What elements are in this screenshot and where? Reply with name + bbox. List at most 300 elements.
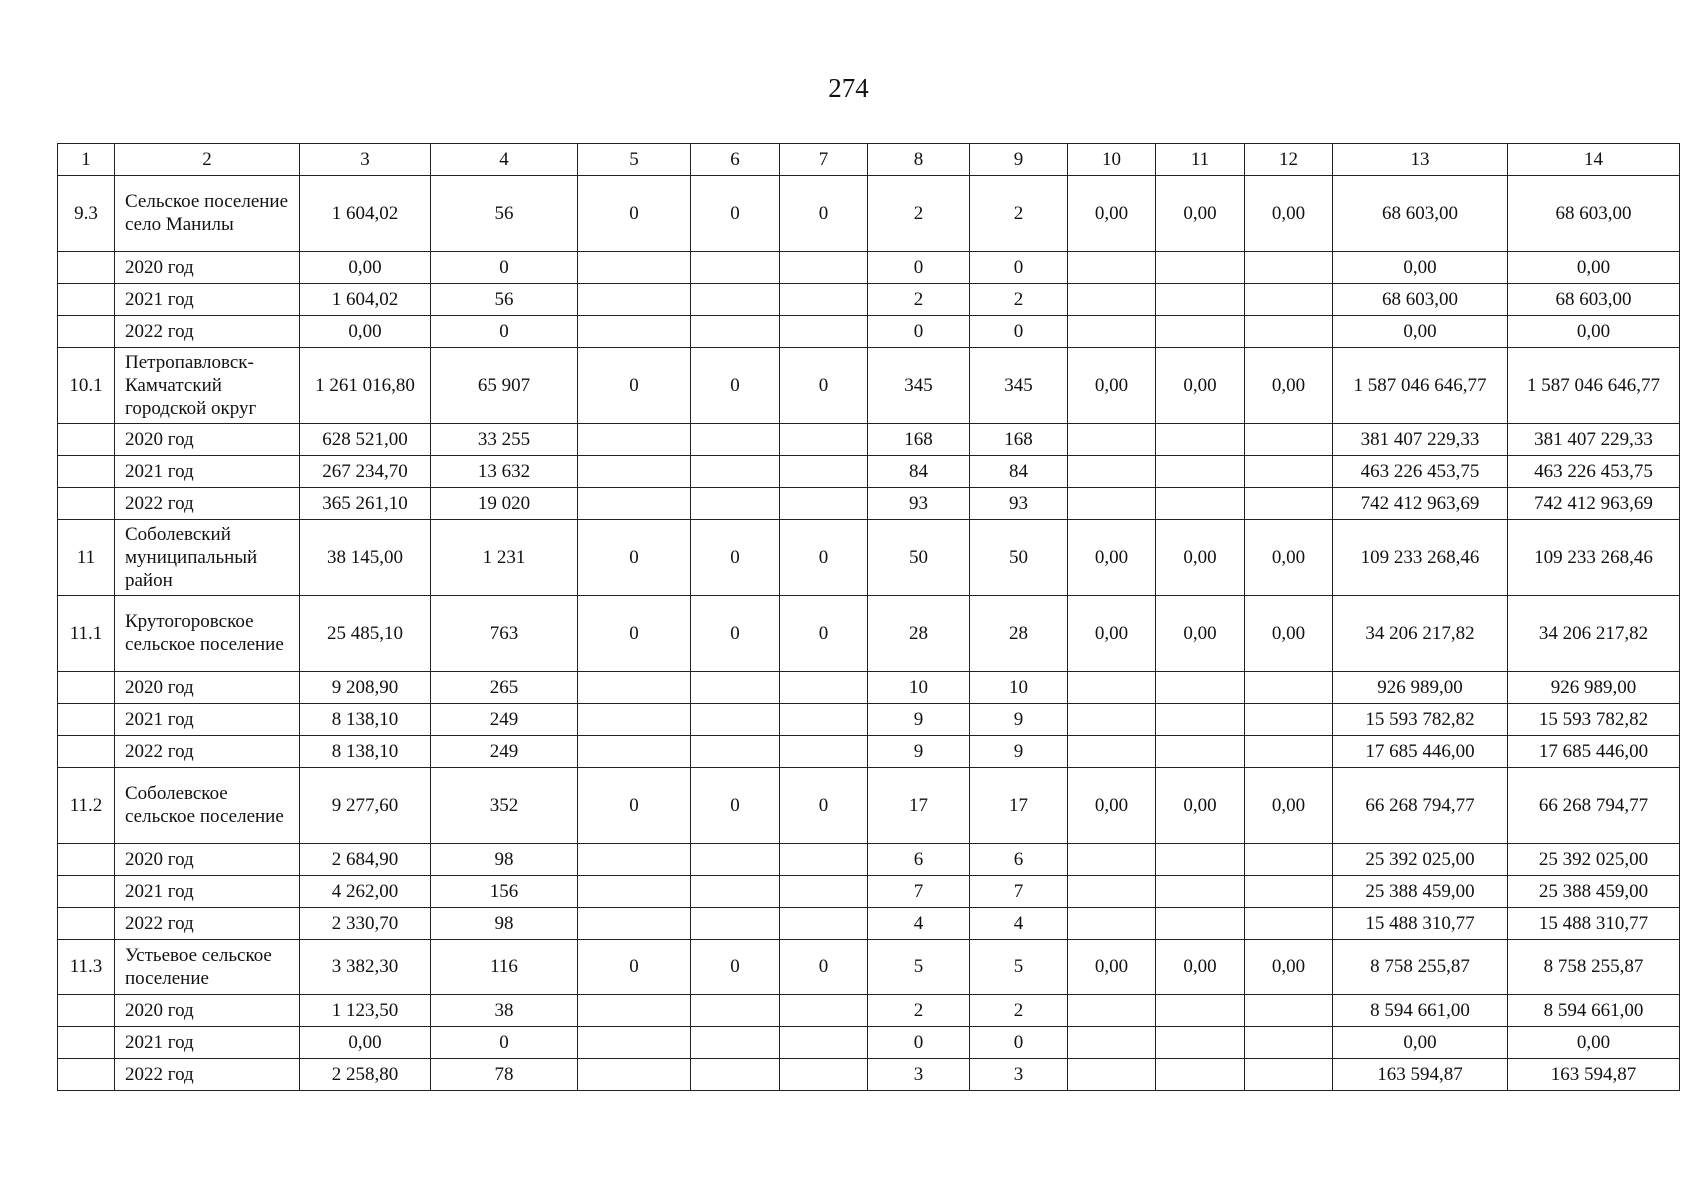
- cell-col-7: [780, 672, 868, 704]
- cell-col-6: [691, 876, 780, 908]
- cell-col-6: [691, 456, 780, 488]
- cell-col-14: 66 268 794,77: [1508, 768, 1680, 844]
- cell-col-5: 0: [578, 348, 691, 424]
- page-number: 274: [828, 73, 869, 103]
- cell-col-11: [1156, 844, 1245, 876]
- cell-col-10: 0,00: [1068, 596, 1156, 672]
- cell-col-10: 0,00: [1068, 520, 1156, 596]
- cell-col-11: 0,00: [1156, 176, 1245, 252]
- cell-col-7: 0: [780, 520, 868, 596]
- cell-col-14: 0,00: [1508, 252, 1680, 284]
- cell-name: Соболевское сельское поселение: [115, 768, 300, 844]
- cell-col-7: [780, 316, 868, 348]
- year-row: [58, 908, 1680, 940]
- cell-row-number: [58, 704, 115, 736]
- cell-col-12: [1245, 284, 1333, 316]
- cell-col-11: [1156, 1059, 1245, 1091]
- cell-col-14: 68 603,00: [1508, 284, 1680, 316]
- cell-col-4: 0: [431, 1027, 578, 1059]
- cell-col-4: 249: [431, 736, 578, 768]
- cell-col-12: [1245, 672, 1333, 704]
- cell-col-14: 163 594,87: [1508, 1059, 1680, 1091]
- cell-col-8: 2: [868, 176, 970, 252]
- cell-col-13: 25 388 459,00: [1333, 876, 1508, 908]
- cell-col-11: [1156, 672, 1245, 704]
- cell-row-number: 9.3: [58, 176, 115, 252]
- cell-col-5: [578, 876, 691, 908]
- group-row: [58, 768, 1680, 844]
- cell-col-11: 0,00: [1156, 596, 1245, 672]
- cell-col-4: 56: [431, 176, 578, 252]
- cell-col-6: 0: [691, 176, 780, 252]
- cell-col-5: [578, 704, 691, 736]
- cell-name: 2020 год: [115, 252, 300, 284]
- cell-col-6: [691, 252, 780, 284]
- cell-name: Крутогоровское сельское поселение: [115, 596, 300, 672]
- data-table: [57, 143, 1680, 1091]
- cell-col-14: 0,00: [1508, 1027, 1680, 1059]
- cell-col-13: 25 392 025,00: [1333, 844, 1508, 876]
- cell-col-7: [780, 704, 868, 736]
- header-cell-12: 12: [1245, 144, 1333, 176]
- cell-col-9: 17: [970, 768, 1068, 844]
- cell-col-12: [1245, 844, 1333, 876]
- cell-col-11: [1156, 424, 1245, 456]
- cell-col-10: [1068, 704, 1156, 736]
- cell-col-8: 84: [868, 456, 970, 488]
- cell-col-13: 926 989,00: [1333, 672, 1508, 704]
- cell-row-number: [58, 876, 115, 908]
- year-row: [58, 316, 1680, 348]
- cell-col-4: 78: [431, 1059, 578, 1091]
- cell-col-3: 1 604,02: [300, 176, 431, 252]
- cell-col-3: 267 234,70: [300, 456, 431, 488]
- cell-col-3: 2 330,70: [300, 908, 431, 940]
- cell-row-number: [58, 488, 115, 520]
- cell-row-number: [58, 1059, 115, 1091]
- cell-name: Сельское поселение село Манилы: [115, 176, 300, 252]
- cell-col-8: 2: [868, 284, 970, 316]
- year-row: [58, 284, 1680, 316]
- cell-col-9: 9: [970, 736, 1068, 768]
- cell-col-4: 156: [431, 876, 578, 908]
- cell-col-3: 2 258,80: [300, 1059, 431, 1091]
- cell-col-6: 0: [691, 348, 780, 424]
- cell-col-14: 25 388 459,00: [1508, 876, 1680, 908]
- cell-col-8: 0: [868, 316, 970, 348]
- cell-col-9: 2: [970, 995, 1068, 1027]
- cell-col-4: 98: [431, 908, 578, 940]
- cell-col-12: 0,00: [1245, 176, 1333, 252]
- cell-row-number: [58, 995, 115, 1027]
- cell-row-number: [58, 252, 115, 284]
- cell-col-5: 0: [578, 596, 691, 672]
- cell-col-3: 1 261 016,80: [300, 348, 431, 424]
- cell-col-5: [578, 1059, 691, 1091]
- cell-col-13: 68 603,00: [1333, 176, 1508, 252]
- cell-col-13: 1 587 046 646,77: [1333, 348, 1508, 424]
- cell-col-8: 9: [868, 736, 970, 768]
- cell-name: 2022 год: [115, 316, 300, 348]
- cell-row-number: [58, 424, 115, 456]
- cell-col-6: 0: [691, 940, 780, 995]
- cell-col-8: 28: [868, 596, 970, 672]
- cell-col-9: 50: [970, 520, 1068, 596]
- cell-col-4: 33 255: [431, 424, 578, 456]
- cell-col-10: [1068, 424, 1156, 456]
- cell-col-7: [780, 844, 868, 876]
- cell-col-8: 17: [868, 768, 970, 844]
- cell-col-3: 1 604,02: [300, 284, 431, 316]
- year-row: [58, 1059, 1680, 1091]
- cell-name: 2022 год: [115, 1059, 300, 1091]
- group-row: [58, 520, 1680, 596]
- cell-col-8: 50: [868, 520, 970, 596]
- cell-col-3: 3 382,30: [300, 940, 431, 995]
- cell-col-4: 98: [431, 844, 578, 876]
- cell-col-13: 742 412 963,69: [1333, 488, 1508, 520]
- cell-col-4: 56: [431, 284, 578, 316]
- cell-col-6: [691, 316, 780, 348]
- cell-col-7: 0: [780, 176, 868, 252]
- cell-col-9: 6: [970, 844, 1068, 876]
- cell-row-number: [58, 844, 115, 876]
- header-cell-5: 5: [578, 144, 691, 176]
- cell-col-14: 0,00: [1508, 316, 1680, 348]
- cell-col-6: [691, 995, 780, 1027]
- cell-col-8: 0: [868, 1027, 970, 1059]
- cell-name: 2021 год: [115, 704, 300, 736]
- cell-row-number: [58, 672, 115, 704]
- cell-col-5: [578, 736, 691, 768]
- cell-row-number: [58, 736, 115, 768]
- cell-col-7: 0: [780, 940, 868, 995]
- cell-col-7: [780, 424, 868, 456]
- cell-col-12: [1245, 424, 1333, 456]
- cell-name: 2020 год: [115, 844, 300, 876]
- cell-row-number: 11.1: [58, 596, 115, 672]
- year-row: [58, 844, 1680, 876]
- cell-row-number: 11: [58, 520, 115, 596]
- cell-col-14: 25 392 025,00: [1508, 844, 1680, 876]
- cell-col-5: [578, 672, 691, 704]
- cell-col-14: 8 758 255,87: [1508, 940, 1680, 995]
- cell-col-10: [1068, 1059, 1156, 1091]
- year-row: [58, 252, 1680, 284]
- cell-col-4: 1 231: [431, 520, 578, 596]
- cell-name: 2021 год: [115, 1027, 300, 1059]
- cell-col-12: [1245, 704, 1333, 736]
- group-row: [58, 348, 1680, 424]
- cell-col-9: 9: [970, 704, 1068, 736]
- year-row: [58, 876, 1680, 908]
- cell-col-9: 2: [970, 284, 1068, 316]
- cell-col-4: 0: [431, 316, 578, 348]
- cell-col-14: 15 488 310,77: [1508, 908, 1680, 940]
- cell-col-8: 10: [868, 672, 970, 704]
- cell-col-8: 7: [868, 876, 970, 908]
- cell-col-7: [780, 736, 868, 768]
- cell-col-9: 0: [970, 1027, 1068, 1059]
- cell-col-11: [1156, 488, 1245, 520]
- cell-row-number: 11.2: [58, 768, 115, 844]
- cell-col-9: 93: [970, 488, 1068, 520]
- cell-col-7: [780, 252, 868, 284]
- cell-col-7: 0: [780, 348, 868, 424]
- cell-col-4: 249: [431, 704, 578, 736]
- cell-col-7: [780, 876, 868, 908]
- year-row: [58, 424, 1680, 456]
- cell-col-12: [1245, 1027, 1333, 1059]
- cell-col-14: 8 594 661,00: [1508, 995, 1680, 1027]
- header-cell-2: 2: [115, 144, 300, 176]
- cell-col-9: 28: [970, 596, 1068, 672]
- cell-col-4: 0: [431, 252, 578, 284]
- cell-col-12: [1245, 995, 1333, 1027]
- header-cell-4: 4: [431, 144, 578, 176]
- cell-col-9: 84: [970, 456, 1068, 488]
- cell-name: 2022 год: [115, 736, 300, 768]
- year-row: [58, 456, 1680, 488]
- header-cell-1: 1: [58, 144, 115, 176]
- cell-col-12: 0,00: [1245, 596, 1333, 672]
- cell-col-6: [691, 424, 780, 456]
- cell-col-5: [578, 316, 691, 348]
- table-body: [58, 144, 1680, 1091]
- cell-col-6: 0: [691, 520, 780, 596]
- cell-col-7: [780, 1059, 868, 1091]
- cell-col-4: 65 907: [431, 348, 578, 424]
- header-row: [58, 144, 1680, 176]
- cell-col-3: 0,00: [300, 252, 431, 284]
- cell-col-9: 10: [970, 672, 1068, 704]
- cell-col-14: 463 226 453,75: [1508, 456, 1680, 488]
- cell-col-10: 0,00: [1068, 348, 1156, 424]
- cell-col-4: 352: [431, 768, 578, 844]
- cell-col-3: 0,00: [300, 316, 431, 348]
- cell-col-10: [1068, 995, 1156, 1027]
- cell-col-12: 0,00: [1245, 520, 1333, 596]
- cell-col-8: 2: [868, 995, 970, 1027]
- cell-col-12: 0,00: [1245, 768, 1333, 844]
- cell-col-5: [578, 995, 691, 1027]
- header-cell-7: 7: [780, 144, 868, 176]
- cell-row-number: 10.1: [58, 348, 115, 424]
- cell-col-5: 0: [578, 520, 691, 596]
- cell-col-12: [1245, 736, 1333, 768]
- cell-col-6: [691, 672, 780, 704]
- cell-col-6: [691, 704, 780, 736]
- cell-col-14: 34 206 217,82: [1508, 596, 1680, 672]
- cell-col-8: 345: [868, 348, 970, 424]
- cell-col-14: 1 587 046 646,77: [1508, 348, 1680, 424]
- cell-row-number: [58, 316, 115, 348]
- cell-col-7: [780, 284, 868, 316]
- cell-col-9: 4: [970, 908, 1068, 940]
- cell-row-number: [58, 456, 115, 488]
- cell-col-12: [1245, 456, 1333, 488]
- cell-col-11: [1156, 704, 1245, 736]
- year-row: [58, 488, 1680, 520]
- year-row: [58, 1027, 1680, 1059]
- cell-col-13: 0,00: [1333, 316, 1508, 348]
- cell-col-8: 93: [868, 488, 970, 520]
- cell-col-11: [1156, 456, 1245, 488]
- cell-col-6: [691, 1059, 780, 1091]
- header-cell-13: 13: [1333, 144, 1508, 176]
- cell-col-12: [1245, 908, 1333, 940]
- header-cell-9: 9: [970, 144, 1068, 176]
- cell-col-9: 0: [970, 252, 1068, 284]
- cell-col-6: 0: [691, 768, 780, 844]
- cell-col-11: [1156, 908, 1245, 940]
- cell-col-12: [1245, 1059, 1333, 1091]
- cell-col-6: [691, 736, 780, 768]
- cell-col-7: [780, 995, 868, 1027]
- year-row: [58, 995, 1680, 1027]
- cell-col-11: [1156, 284, 1245, 316]
- cell-col-3: 9 208,90: [300, 672, 431, 704]
- cell-col-10: 0,00: [1068, 176, 1156, 252]
- cell-col-9: 3: [970, 1059, 1068, 1091]
- cell-col-11: [1156, 1027, 1245, 1059]
- cell-row-number: 11.3: [58, 940, 115, 995]
- cell-col-9: 168: [970, 424, 1068, 456]
- cell-col-3: 1 123,50: [300, 995, 431, 1027]
- cell-col-14: 68 603,00: [1508, 176, 1680, 252]
- cell-col-10: 0,00: [1068, 768, 1156, 844]
- cell-col-9: 0: [970, 316, 1068, 348]
- cell-col-12: 0,00: [1245, 348, 1333, 424]
- cell-col-4: 265: [431, 672, 578, 704]
- cell-col-12: [1245, 876, 1333, 908]
- cell-col-5: [578, 488, 691, 520]
- cell-col-13: 68 603,00: [1333, 284, 1508, 316]
- cell-col-5: [578, 424, 691, 456]
- cell-name: 2020 год: [115, 672, 300, 704]
- year-row: [58, 672, 1680, 704]
- header-cell-11: 11: [1156, 144, 1245, 176]
- cell-col-9: 345: [970, 348, 1068, 424]
- cell-col-4: 13 632: [431, 456, 578, 488]
- cell-col-7: 0: [780, 768, 868, 844]
- cell-col-9: 5: [970, 940, 1068, 995]
- cell-col-4: 38: [431, 995, 578, 1027]
- cell-col-8: 4: [868, 908, 970, 940]
- cell-col-11: [1156, 252, 1245, 284]
- cell-col-8: 6: [868, 844, 970, 876]
- cell-col-7: [780, 488, 868, 520]
- cell-col-3: 2 684,90: [300, 844, 431, 876]
- cell-name: 2021 год: [115, 456, 300, 488]
- cell-col-13: 66 268 794,77: [1333, 768, 1508, 844]
- cell-col-8: 9: [868, 704, 970, 736]
- cell-col-7: [780, 1027, 868, 1059]
- cell-col-10: [1068, 844, 1156, 876]
- cell-col-3: 8 138,10: [300, 736, 431, 768]
- cell-col-11: [1156, 876, 1245, 908]
- cell-col-3: 4 262,00: [300, 876, 431, 908]
- cell-col-11: [1156, 736, 1245, 768]
- header-cell-8: 8: [868, 144, 970, 176]
- cell-col-3: 38 145,00: [300, 520, 431, 596]
- cell-col-13: 109 233 268,46: [1333, 520, 1508, 596]
- header-cell-3: 3: [300, 144, 431, 176]
- group-row: [58, 940, 1680, 995]
- header-cell-10: 10: [1068, 144, 1156, 176]
- cell-col-12: [1245, 316, 1333, 348]
- cell-col-8: 168: [868, 424, 970, 456]
- cell-col-12: [1245, 488, 1333, 520]
- cell-col-5: [578, 252, 691, 284]
- cell-col-14: 926 989,00: [1508, 672, 1680, 704]
- cell-col-6: 0: [691, 596, 780, 672]
- cell-col-13: 0,00: [1333, 252, 1508, 284]
- cell-col-8: 3: [868, 1059, 970, 1091]
- cell-name: 2021 год: [115, 284, 300, 316]
- cell-col-10: [1068, 908, 1156, 940]
- cell-name: Устьевое сельское поселение: [115, 940, 300, 995]
- cell-col-3: 9 277,60: [300, 768, 431, 844]
- cell-col-10: [1068, 672, 1156, 704]
- cell-col-13: 463 226 453,75: [1333, 456, 1508, 488]
- cell-col-14: 109 233 268,46: [1508, 520, 1680, 596]
- cell-col-3: 8 138,10: [300, 704, 431, 736]
- cell-col-13: 8 758 255,87: [1333, 940, 1508, 995]
- cell-col-11: 0,00: [1156, 348, 1245, 424]
- year-row: [58, 736, 1680, 768]
- cell-col-7: 0: [780, 596, 868, 672]
- cell-col-13: 15 593 782,82: [1333, 704, 1508, 736]
- cell-col-6: [691, 284, 780, 316]
- cell-col-10: 0,00: [1068, 940, 1156, 995]
- group-row: [58, 596, 1680, 672]
- cell-col-7: [780, 456, 868, 488]
- cell-col-11: 0,00: [1156, 768, 1245, 844]
- cell-col-14: 742 412 963,69: [1508, 488, 1680, 520]
- cell-col-10: [1068, 1027, 1156, 1059]
- cell-col-5: 0: [578, 768, 691, 844]
- cell-col-5: [578, 844, 691, 876]
- group-row: [58, 176, 1680, 252]
- cell-name: Соболевский муниципальный район: [115, 520, 300, 596]
- cell-col-13: 0,00: [1333, 1027, 1508, 1059]
- cell-col-11: [1156, 995, 1245, 1027]
- cell-col-10: [1068, 736, 1156, 768]
- cell-col-12: 0,00: [1245, 940, 1333, 995]
- cell-col-6: [691, 908, 780, 940]
- year-row: [58, 704, 1680, 736]
- cell-col-3: 0,00: [300, 1027, 431, 1059]
- cell-col-10: [1068, 316, 1156, 348]
- cell-col-13: 17 685 446,00: [1333, 736, 1508, 768]
- cell-col-5: [578, 1027, 691, 1059]
- cell-name: 2022 год: [115, 908, 300, 940]
- cell-col-8: 5: [868, 940, 970, 995]
- cell-col-12: [1245, 252, 1333, 284]
- header-cell-14: 14: [1508, 144, 1680, 176]
- cell-col-6: [691, 844, 780, 876]
- cell-col-5: [578, 456, 691, 488]
- cell-col-11: 0,00: [1156, 940, 1245, 995]
- cell-col-11: [1156, 316, 1245, 348]
- cell-col-9: 7: [970, 876, 1068, 908]
- cell-col-10: [1068, 488, 1156, 520]
- cell-col-13: 381 407 229,33: [1333, 424, 1508, 456]
- cell-col-3: 628 521,00: [300, 424, 431, 456]
- cell-col-13: 34 206 217,82: [1333, 596, 1508, 672]
- cell-name: 2022 год: [115, 488, 300, 520]
